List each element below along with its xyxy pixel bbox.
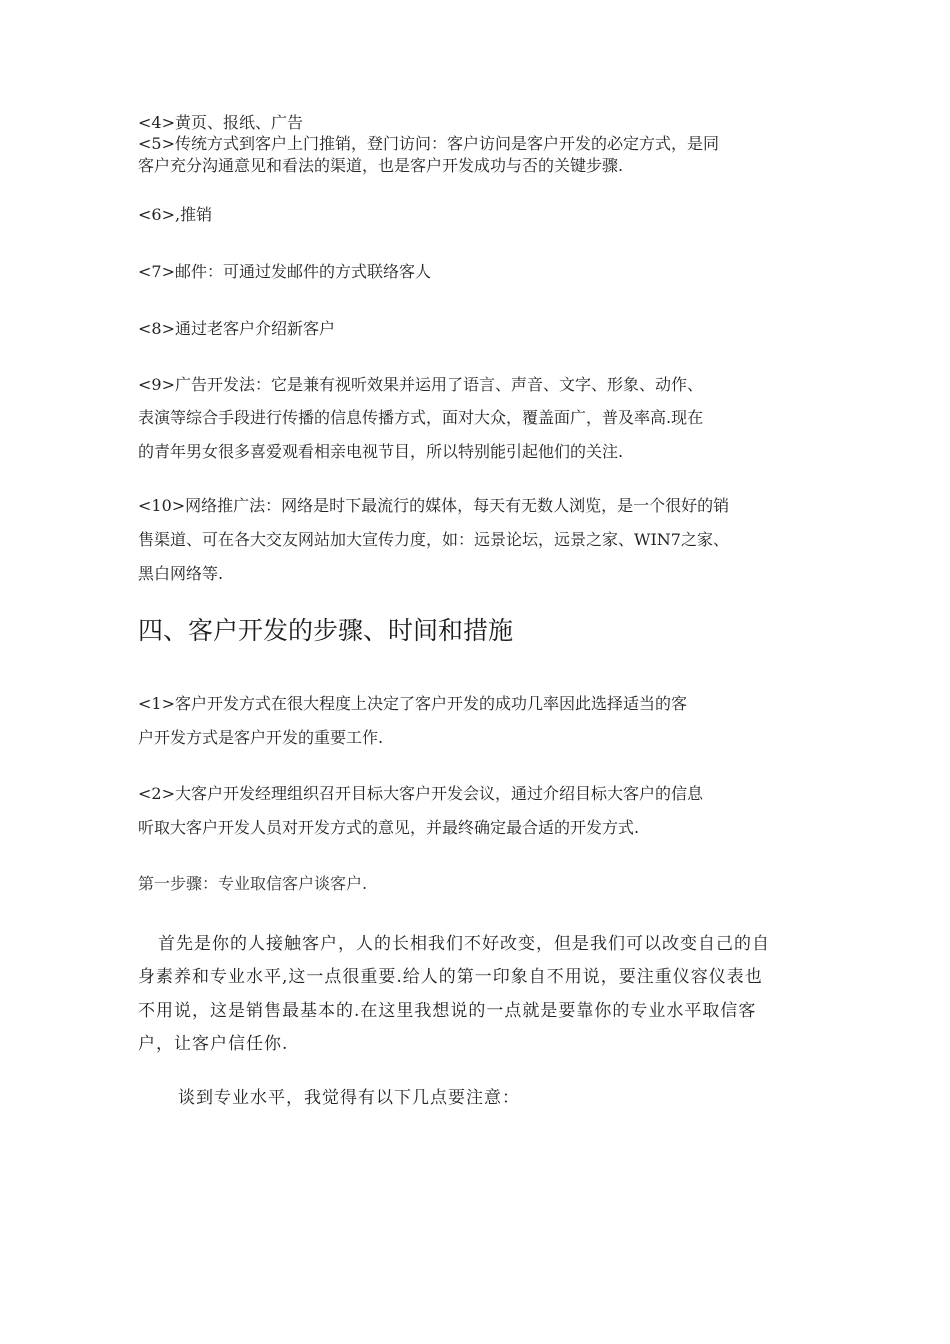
list-item-9-line-3: 的青年男女很多喜爱观看相亲电视节目，所以特别能引起他们的关注. [138, 442, 624, 461]
paragraph-2-line-2: 听取大客户开发人员对开发方式的意见，并最终确定最合适的开发方式. [138, 818, 640, 837]
body-paragraph-2: 谈到专业水平，我觉得有以下几点要注意： [178, 1088, 520, 1108]
body-paragraph-line-1: 首先是你的人接触客户，人的长相我们不好改变，但是我们可以改变自己的自 [158, 934, 770, 954]
paragraph-1-line-2: 户开发方式是客户开发的重要工作. [138, 728, 384, 747]
step-1-title: 第一步骤：专业取信客户谈客户. [138, 874, 368, 893]
list-item-10-line-1: <10>网络推广法：网络是时下最流行的媒体，每天有无数人浏览，是一个很好的销 [138, 496, 730, 515]
paragraph-1-line-1: <1>客户开发方式在很大程度上决定了客户开发的成功几率因此选择适当的客 [138, 694, 687, 713]
list-item-5-line-2: 客户充分沟通意见和看法的渠道，也是客户开发成功与否的关键步骤. [138, 156, 624, 175]
list-item-7: <7>邮件：可通过发邮件的方式联络客人 [138, 262, 431, 281]
list-item-5-line-1: <5>传统方式到客户上门推销，登门访问：客户访问是客户开发的必定方式，是同 [138, 134, 719, 153]
section-heading: 四、客户开发的步骤、时间和措施 [138, 616, 514, 645]
paragraph-2-line-1: <2>大客户开发经理组织召开目标大客户开发会议，通过介绍目标大客户的信息 [138, 784, 703, 803]
list-item-8: <8>通过老客户介绍新客户 [138, 319, 335, 338]
list-item-9-line-1: <9>广告开发法：它是兼有视听效果并运用了语言、声音、文字、形象、动作、 [138, 375, 703, 394]
body-paragraph-line-3: 不用说，这是销售最基本的.在这里我想说的一点就是要靠你的专业水平取信客 [138, 1001, 757, 1021]
body-paragraph-line-2: 身素养和专业水平,这一点很重要.给人的第一印象自不用说，要注重仪容仪表也 [138, 967, 763, 987]
body-paragraph-line-4: 户，让客户信任你. [138, 1034, 289, 1054]
list-item-6: <6>,推销 [138, 205, 213, 224]
list-item-9-line-2: 表演等综合手段进行传播的信息传播方式，面对大众，覆盖面广，普及率高.现在 [138, 408, 704, 427]
list-item-4: <4>黄页、报纸、广告 [138, 113, 303, 132]
list-item-10-line-2: 售渠道、可在各大交友网站加大宣传力度，如：远景论坛，远景之家、WIN7之家、 [138, 530, 729, 549]
list-item-10-line-3: 黑白网络等. [138, 564, 224, 583]
